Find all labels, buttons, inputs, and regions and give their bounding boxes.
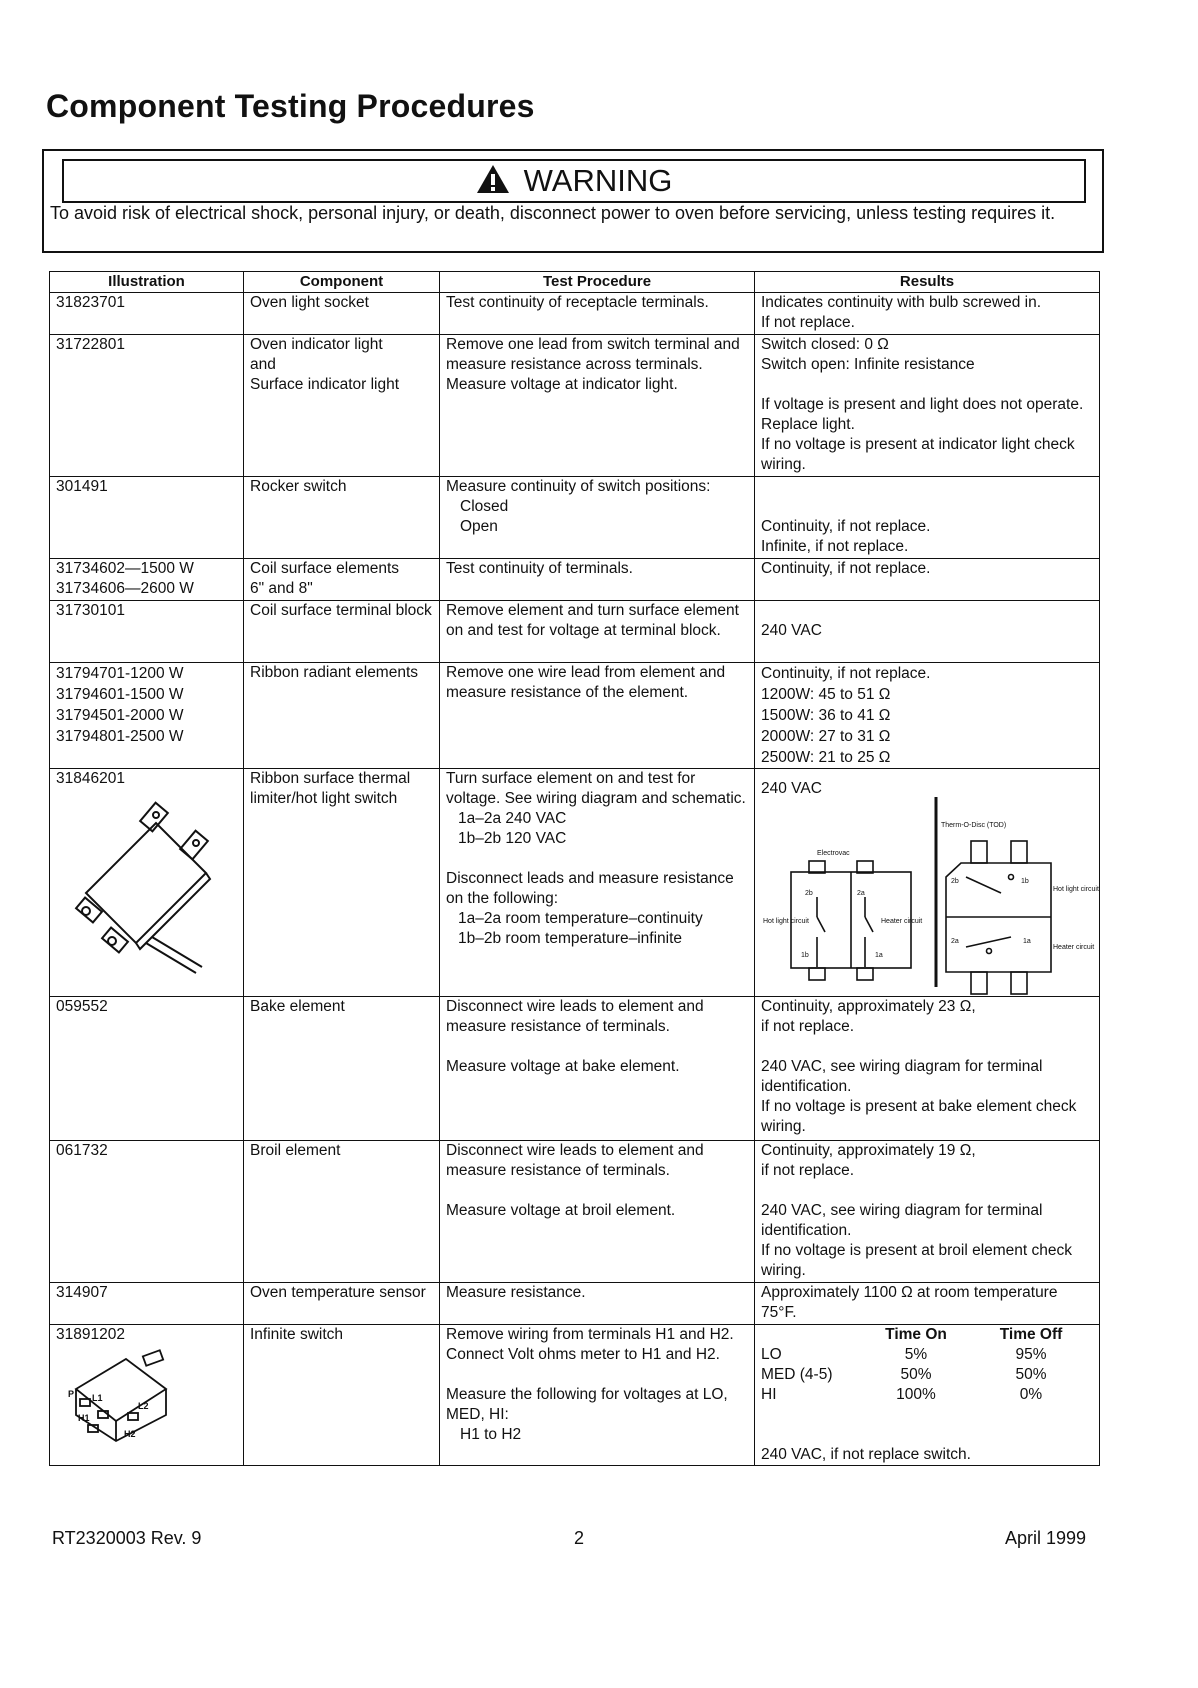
results-cell: Approximately 1100 Ω at room temperature 75°F. xyxy=(755,1283,1100,1325)
header-test-procedure: Test Procedure xyxy=(440,272,755,293)
page-number: 2 xyxy=(574,1528,585,1548)
illustration-cell: 31846201 xyxy=(50,769,244,997)
table-row xyxy=(50,1325,1100,1466)
results-cell: Indicates continuity with bulb screwed in. If not replace. xyxy=(755,293,1100,335)
component-cell: Ribbon surface thermal limiter/hot light switch xyxy=(244,769,440,997)
illustration-cell: 314907 xyxy=(50,1283,244,1325)
component-cell: Oven light socket xyxy=(244,293,440,335)
component-cell: Rocker switch xyxy=(244,477,440,559)
table-header-row xyxy=(50,272,1100,293)
procedure-cell: Turn surface element on and test for voltage. See wiring diagram and schematic. 1a–2a 240 VAC 1b–2b 120 VAC Disconnect leads and measure resistance on the following: 1a–2a room temperature–continuity 1b–2b room temperature–infinite xyxy=(440,769,755,997)
illustration-cell: 059552 xyxy=(50,997,244,1141)
header-illustration: Illustration xyxy=(50,272,244,293)
procedure-cell: Remove element and turn surface element on and test for voltage at terminal block. xyxy=(440,601,755,663)
illustration-cell: 31730101 xyxy=(50,601,244,663)
procedure-cell: Remove wiring from terminals H1 and H2. Connect Volt ohms meter to H1 and H2. Measure the following for voltages at LO, MED, HI: H1 to H2 xyxy=(440,1325,755,1466)
illustration-cell: 061732 xyxy=(50,1141,244,1283)
component-cell: Broil element xyxy=(244,1141,440,1283)
warning-text: To avoid risk of electrical shock, personal injury, or death, disconnect power to oven before servicing, unless testing requires it. xyxy=(50,203,1056,223)
time-row: LO 5% 95% xyxy=(761,1346,1047,1363)
table-row xyxy=(50,559,1100,601)
results-cell: Continuity, if not replace. xyxy=(755,559,1100,601)
svg-text:1a: 1a xyxy=(875,952,883,959)
table-row xyxy=(50,1141,1100,1283)
warning-triangle-icon xyxy=(476,164,510,194)
svg-text:Heater circuit: Heater circuit xyxy=(881,918,923,925)
svg-text:Hot light circuit: Hot light circuit xyxy=(763,918,809,925)
svg-text:Electrovac: Electrovac xyxy=(817,850,850,857)
svg-text:1b: 1b xyxy=(1021,878,1029,885)
table-row xyxy=(50,293,1100,335)
infinite-switch-illustration xyxy=(56,1349,176,1443)
table-row xyxy=(50,601,1100,663)
time-row: HI 100% 0% xyxy=(761,1386,1043,1403)
results-cell: Continuity, approximately 23 Ω, if not replace. 240 VAC, see wiring diagram for terminal identification. If no voltage is present at bake element check wiring. xyxy=(755,997,1100,1141)
limiter-wiring-diagram xyxy=(761,797,1099,993)
component-cell: Oven indicator light and Surface indicator light xyxy=(244,335,440,477)
results-cell: Switch closed: 0 Ω Switch open: Infinite resistance If voltage is present and light does not operate. Replace light. If no voltage is present at indicator light check wiring. xyxy=(755,335,1100,477)
svg-text:Heater circuit: Heater circuit xyxy=(1053,944,1095,951)
results-cell: Time On Time Off LO 5% 95% MED (4-5) 50% 50% HI 100% 0% 240 VAC, if not replace switch. xyxy=(755,1325,1100,1466)
page-title: Component Testing Procedures xyxy=(46,88,535,124)
svg-text:1b: 1b xyxy=(801,952,809,959)
procedure-cell: Remove one wire lead from element and measure resistance of the element. xyxy=(440,663,755,769)
svg-text:2b: 2b xyxy=(951,878,959,885)
testing-table xyxy=(49,271,1100,1466)
svg-text:Therm-O-Disc (TOD): Therm-O-Disc (TOD) xyxy=(941,822,1007,829)
document-number: RT2320003 Rev. 9 xyxy=(52,1528,202,1548)
table-row xyxy=(50,477,1100,559)
svg-text:P: P xyxy=(68,1389,75,1399)
component-cell: Coil surface terminal block xyxy=(244,601,440,663)
illustration-cell: 301491 xyxy=(50,477,244,559)
illustration-cell: 31794701-1200 W 31794601-1500 W 31794501-2000 W 31794801-2500 W xyxy=(50,663,244,769)
results-cell: Continuity, if not replace. 1200W: 45 to 51 Ω 1500W: 36 to 41 Ω 2000W: 27 to 31 Ω 2500W: 21 to 25 Ω xyxy=(755,663,1100,769)
component-cell: Infinite switch xyxy=(244,1325,440,1466)
results-cell: 240 VAC xyxy=(755,601,1100,663)
procedure-cell: Disconnect wire leads to element and measure resistance of terminals. Measure voltage at broil element. xyxy=(440,1141,755,1283)
warning-heading: WARNING xyxy=(523,163,673,198)
document-date: April 1999 xyxy=(1005,1528,1087,1548)
header-results: Results xyxy=(755,272,1100,293)
procedure-cell: Test continuity of terminals. xyxy=(440,559,755,601)
time-header: Time On Time Off xyxy=(885,1326,1063,1343)
results-cell: Continuity, approximately 19 Ω, if not replace. 240 VAC, see wiring diagram for terminal identification. If no voltage is present at broil element check wiring. xyxy=(755,1141,1100,1283)
table-row xyxy=(50,663,1100,769)
illustration-cell: 31734602—1500 W 31734606—2600 W xyxy=(50,559,244,601)
table-row xyxy=(50,335,1100,477)
svg-text:L2: L2 xyxy=(138,1401,149,1411)
illustration-cell: 31823701 xyxy=(50,293,244,335)
illustration-cell: 31722801 xyxy=(50,335,244,477)
table-row xyxy=(50,1283,1100,1325)
svg-text:Hot light circuit: Hot light circuit xyxy=(1053,886,1099,893)
results-cell: 240 VAC Therm-O-Disc (TOD) Electrovac Hot light circuit Heater circuit Hot light circuit Heater circuit 2b 2a 1b 1a 2b 1b 2a 1a xyxy=(755,769,1100,997)
time-row: MED (4-5) 50% 50% xyxy=(761,1366,1047,1383)
svg-text:1a: 1a xyxy=(1023,938,1031,945)
warning-heading-box xyxy=(62,159,1086,203)
warning-box xyxy=(42,149,1104,253)
svg-text:H2: H2 xyxy=(124,1429,136,1439)
procedure-cell: Remove one lead from switch terminal and measure resistance across terminals. Measure voltage at indicator light. xyxy=(440,335,755,477)
component-cell: Ribbon radiant elements xyxy=(244,663,440,769)
procedure-cell: Disconnect wire leads to element and measure resistance of terminals. Measure voltage at bake element. xyxy=(440,997,755,1141)
component-cell: Oven temperature sensor xyxy=(244,1283,440,1325)
procedure-cell: Test continuity of receptacle terminals. xyxy=(440,293,755,335)
procedure-cell: Measure resistance. xyxy=(440,1283,755,1325)
table-row xyxy=(50,997,1100,1141)
svg-text:L1: L1 xyxy=(92,1393,103,1403)
results-cell: Continuity, if not replace. Infinite, if not replace. xyxy=(755,477,1100,559)
illustration-cell: 31891202 P L1 L2 H1 H2 xyxy=(50,1325,244,1466)
thermal-limiter-illustration xyxy=(56,793,226,983)
table-row xyxy=(50,769,1100,997)
svg-text:H1: H1 xyxy=(78,1413,90,1423)
procedure-cell: Measure continuity of switch positions: Closed Open xyxy=(440,477,755,559)
component-cell: Bake element xyxy=(244,997,440,1141)
svg-text:2b: 2b xyxy=(805,890,813,897)
svg-text:2a: 2a xyxy=(951,938,959,945)
component-cell: Coil surface elements 6" and 8" xyxy=(244,559,440,601)
header-component: Component xyxy=(244,272,440,293)
svg-text:2a: 2a xyxy=(857,890,865,897)
